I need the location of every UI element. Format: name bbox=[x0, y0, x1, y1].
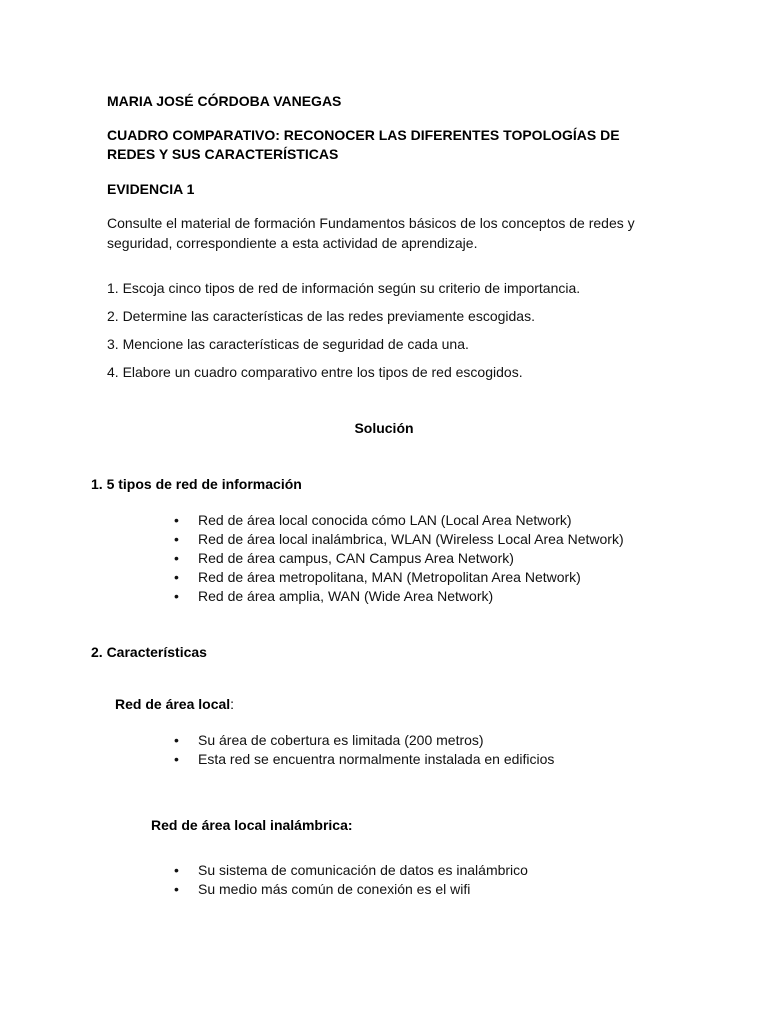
intro-paragraph: Consulte el material de formación Fundamentos básicos de los conceptos de redes y seguridad, correspondiente a esta actividad de aprendizaje. bbox=[107, 215, 635, 251]
evidence-label: EVIDENCIA 1 bbox=[107, 181, 195, 197]
list-item: • Su sistema de comunicación de datos es inalámbrico bbox=[174, 861, 528, 880]
task-item: 2. Determine las características de las redes previamente escogidas. bbox=[107, 308, 535, 324]
section-1-heading: 1. 5 tipos de red de información bbox=[91, 476, 302, 492]
task-item: 3. Mencione las características de seguridad de cada una. bbox=[107, 336, 469, 352]
solution-heading: Solución bbox=[354, 420, 414, 436]
author-name: MARIA JOSÉ CÓRDOBA VANEGAS bbox=[107, 93, 342, 109]
list-item: • Red de área amplia, WAN (Wide Area Network) bbox=[174, 587, 624, 606]
list-item: • Red de área local conocida cómo LAN (Local Area Network) bbox=[174, 511, 624, 530]
document-title-line-1: CUADRO COMPARATIVO: RECONOCER LAS DIFERENTES TOPOLOGÍAS DE bbox=[107, 127, 620, 143]
list-item: • Red de área campus, CAN Campus Area Network) bbox=[174, 549, 624, 568]
section-2-heading: 2. Características bbox=[91, 644, 207, 660]
task-item: 1. Escoja cinco tipos de red de información según su criterio de importancia. bbox=[107, 280, 581, 296]
network-types-list bbox=[174, 511, 624, 606]
list-item: • Esta red se encuentra normalmente instalada en edificios bbox=[174, 750, 554, 769]
list-item: • Red de área local inalámbrica, WLAN (Wireless Local Area Network) bbox=[174, 530, 624, 549]
lan-subheading-colon: : bbox=[230, 696, 235, 712]
wlan-subheading: Red de área local inalámbrica: bbox=[151, 817, 353, 833]
lan-subheading bbox=[115, 695, 234, 713]
wlan-characteristics-list bbox=[174, 861, 528, 899]
lan-subheading-text: Red de área local bbox=[115, 696, 231, 712]
list-item: • Su área de cobertura es limitada (200 metros) bbox=[174, 731, 554, 750]
list-item: • Su medio más común de conexión es el wifi bbox=[174, 880, 528, 899]
task-item: 4. Elabore un cuadro comparativo entre los tipos de red escogidos. bbox=[107, 364, 523, 380]
lan-characteristics-list bbox=[174, 731, 554, 769]
document-title-line-2: REDES Y SUS CARACTERÍSTICAS bbox=[107, 146, 339, 162]
list-item: • Red de área metropolitana, MAN (Metropolitan Area Network) bbox=[174, 568, 624, 587]
